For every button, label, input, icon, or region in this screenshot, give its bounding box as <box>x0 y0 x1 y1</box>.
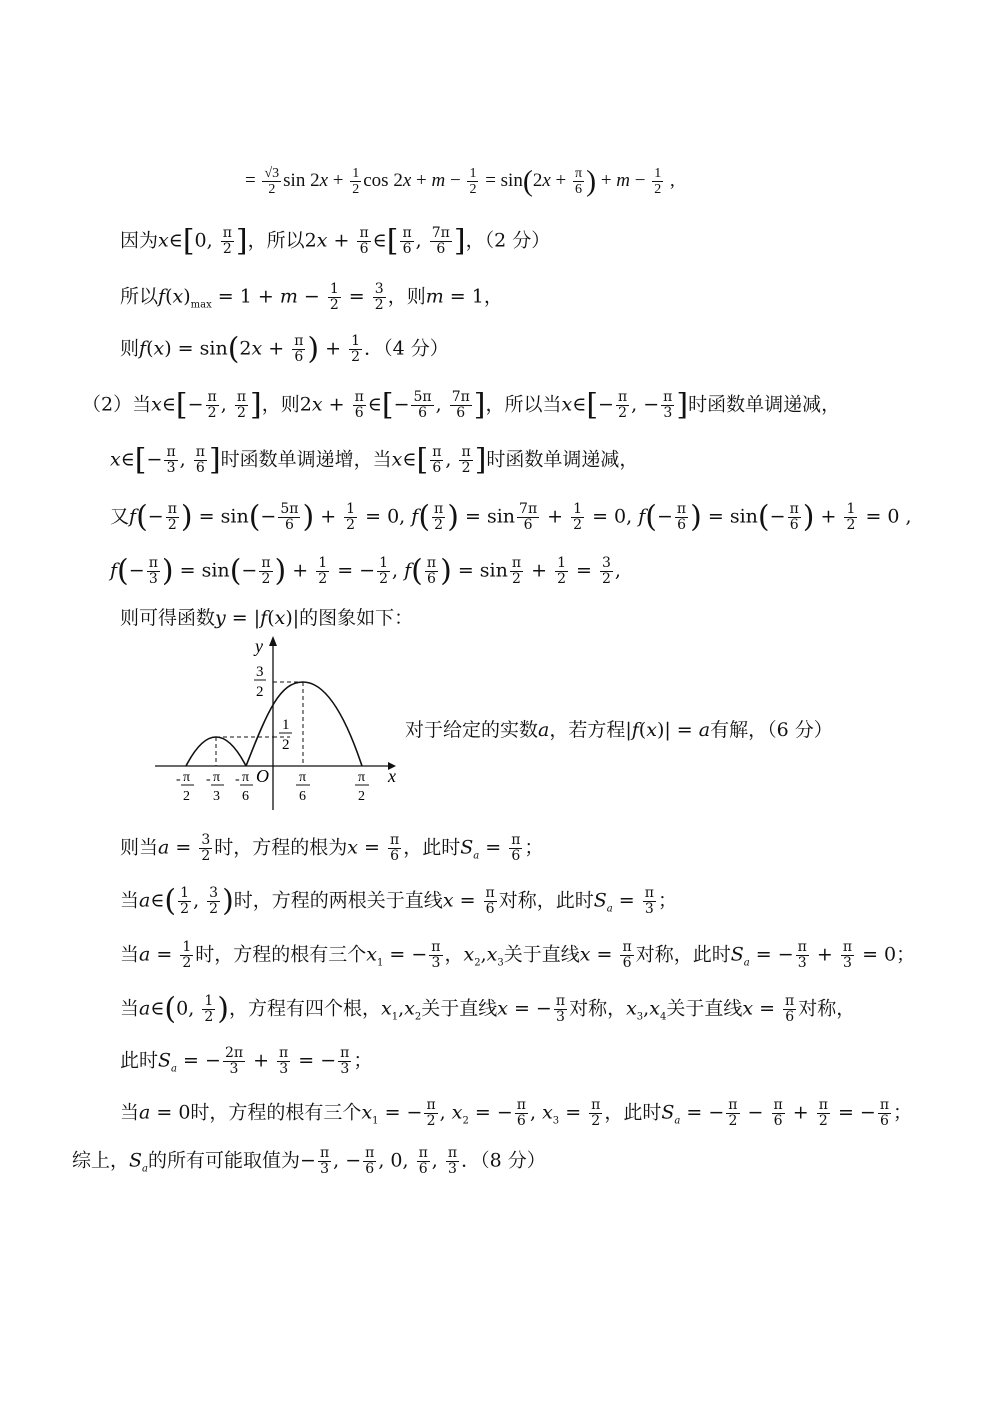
ytick-half-den: 2 <box>282 737 290 753</box>
eq-line-17: 综上，$S_a$的所有可能取值为− $\frac{\pi}{3}$ , − $\frac{\pi}{6}$ , 0, $\frac{\pi}{6}$ , $\frac{\pi}{3}$ ．（8 分） <box>72 1145 546 1177</box>
xtick-pi-2 <box>355 770 369 804</box>
eq-line-13: 当a = $\frac{1}{2}$ 时，方程的根有三个$x_1$ = − $\frac{\pi}{3}$ ，$x_2,x_3$关于直线x = $\frac{\pi}{6}$ 对称，此时$S_a$ = − $\frac{\pi}{3}$ + $\frac{\pi}{3}$ = 0； <box>120 939 916 971</box>
eq-line-3: 所以$f(x)_{max} = 1 + m$ − $\frac{1}{2}$ = $\frac{3}{2}$ ，则m = 1， <box>120 281 503 313</box>
svg-text:-: - <box>235 772 240 787</box>
xtick-neg-pi-6 <box>235 770 253 804</box>
xtick-neg-pi-2 <box>176 770 194 804</box>
svg-text:-: - <box>206 772 211 787</box>
eq-line-15: 此时$S_a$ = − $\frac{2\pi}{3}$ + $\frac{\pi}{3}$ = − $\frac{\pi}{3}$ ； <box>120 1045 373 1077</box>
eq-line-11: 则当a = $\frac{3}{2}$ 时，方程的根为x = $\frac{\pi}{6}$ ，此时$S_a$ = $\frac{\pi}{6}$ ； <box>120 832 544 864</box>
svg-text:6: 6 <box>299 789 306 804</box>
svg-text:6: 6 <box>242 789 249 804</box>
y-axis-label: y <box>255 636 263 656</box>
svg-text:π: π <box>213 770 221 785</box>
xtick-neg-pi-3 <box>206 770 224 804</box>
svg-text:-: - <box>176 772 181 787</box>
svg-text:π: π <box>183 770 191 785</box>
x-axis-label: x <box>388 766 396 786</box>
origin-label: O <box>256 766 269 786</box>
svg-text:3: 3 <box>213 789 220 804</box>
eq-line-4: 则f(x) = sin(2x + $\frac{\pi}{6}$ ) + $\frac{1}{2}$ ．（4 分） <box>120 331 449 367</box>
y-axis-arrow-icon <box>269 636 277 646</box>
svg-text:2: 2 <box>183 789 190 804</box>
ytick-three-halves-den: 2 <box>256 684 264 700</box>
xtick-pi-6 <box>296 770 310 804</box>
eq-line-5: （2）当x∈[− $\frac{\pi}{2}$ , $\frac{\pi}{2}$ ]，则2x + $\frac{\pi}{6}$ ∈[− $\frac{5\pi}{6}$ , $\frac{7\pi}{6}$ ]，所以当x∈[− $\frac{\pi}{2}$ , − $\frac{\pi}{3}$ ]时函数单调递减， <box>82 387 841 423</box>
svg-text:π: π <box>299 770 307 785</box>
eq-line-2: 因为x∈[0, $\frac{\pi}{2}$ ]，所以2x + $\frac{\pi}{6}$ ∈[ $\frac{\pi}{6}$ , $\frac{7\pi}{6}$ ]，（2 分） <box>120 223 551 259</box>
eq-line-1: = $\frac{√3}{2}$ sin 2x + $\frac{1}{2}$ cos 2x + m − $\frac{1}{2}$ = sin(2x + $\frac{\pi}{6}$ ) + m − $\frac{1}{2}$ , <box>245 164 675 198</box>
eq-line-16: 当a = 0时，方程的根有三个$x_1$ = − $\frac{\pi}{2}$ , $x_2$ = − $\frac{\pi}{6}$ , $x_3$ = $\frac{\pi}{2}$ ，此时$S_a$ = − $\frac{\pi}{2}$ − $\frac{\pi}{6}$ + $\frac{\pi}{2}$ = − $\frac{\pi}{6}$ ； <box>120 1097 913 1129</box>
eq-line-12: 当a∈( $\frac{1}{2}$ , $\frac{3}{2}$ )时，方程的两根关于直线x = $\frac{\pi}{6}$ 对称，此时$S_a$ = $\frac{\pi}{3}$ ； <box>120 883 677 919</box>
svg-text:2: 2 <box>358 789 365 804</box>
eq-line-10: 对于给定的实数a，若方程|f(x)| = a有解，（6 分） <box>405 719 833 741</box>
eq-line-6: x∈[− $\frac{\pi}{3}$ , $\frac{\pi}{6}$ ]时函数单调递增，当x∈[ $\frac{\pi}{6}$ , $\frac{\pi}{2}$ ]时函数单调递减， <box>110 442 639 478</box>
eq-line-8: f(− $\frac{\pi}{3}$ ) = sin(− $\frac{\pi}{2}$ ) + $\frac{1}{2}$ = − $\frac{1}{2}$ , f( $\frac{\pi}{6}$ ) = sin $\frac{\pi}{2}$ + $\frac{1}{2}$ = $\frac{3}{2}$ , <box>110 553 621 589</box>
svg-text:π: π <box>358 770 366 785</box>
svg-text:π: π <box>242 770 250 785</box>
function-graph <box>150 630 400 820</box>
eq-line-14: 当a∈(0, $\frac{1}{2}$ )，方程有四个根，$x_1,x_2$关于直线x = − $\frac{\pi}{3}$ 对称，$x_3,x_4$关于直线x = $\frac{\pi}{6}$ 对称， <box>120 991 856 1027</box>
ytick-half-num: 1 <box>282 717 290 733</box>
eq-line-7: 又f(− $\frac{\pi}{2}$ ) = sin(− $\frac{5\pi}{6}$ ) + $\frac{1}{2}$ = 0, f( $\frac{\pi}{2}$ ) = sin $\frac{7\pi}{6}$ + $\frac{1}{2}$ = 0, f(− $\frac{\pi}{6}$ ) = sin(− $\frac{\pi}{6}$ ) + $\frac{1}{2}$ = 0 , <box>110 499 912 535</box>
ytick-three-halves-num: 3 <box>256 664 264 680</box>
eq-line-9: 则可得函数y = |f(x)|的图象如下： <box>120 607 414 629</box>
